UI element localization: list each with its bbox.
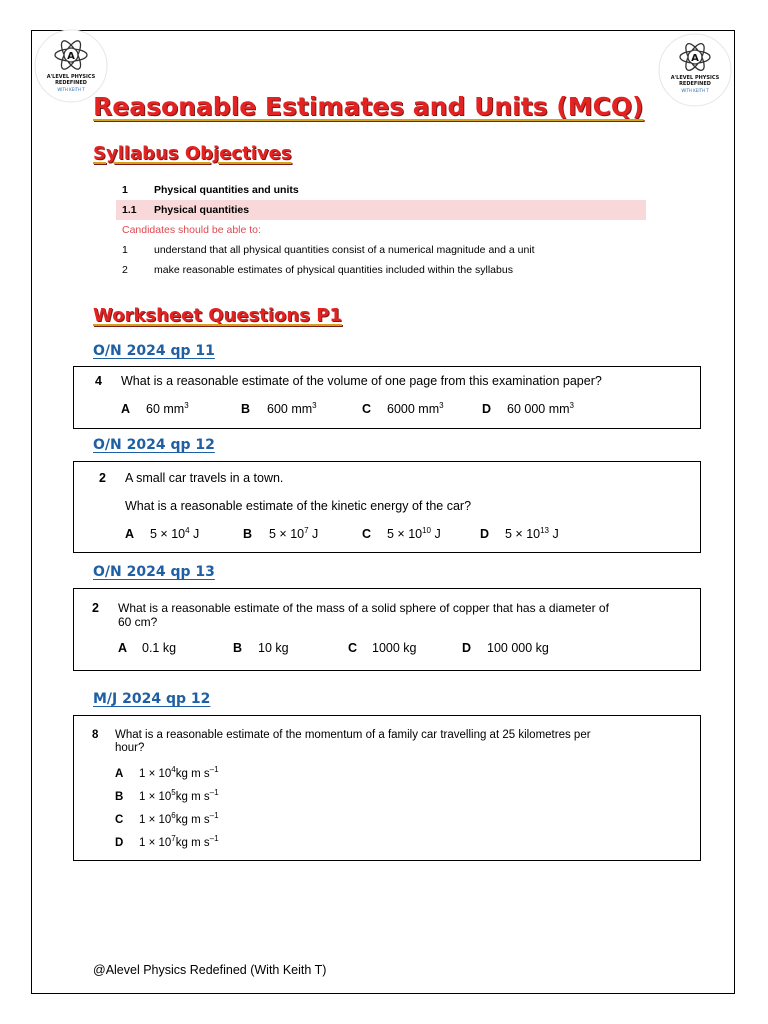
option-letter: C bbox=[362, 527, 372, 541]
syllabus-text: Physical quantities and units bbox=[154, 184, 299, 196]
syllabus-row bbox=[116, 240, 646, 260]
syllabus-text: Physical quantities bbox=[154, 204, 250, 216]
question-number: 8 bbox=[92, 729, 99, 741]
question-number: 2 bbox=[92, 601, 99, 615]
paper-label: M/J 2024 qp 12 bbox=[93, 691, 211, 707]
syllabus-num: 1 bbox=[122, 244, 128, 256]
svg-text:A: A bbox=[691, 53, 699, 64]
logo-line3: WITH KEITH T bbox=[681, 88, 709, 93]
option-letter: B bbox=[233, 641, 243, 655]
option-letter: D bbox=[115, 837, 124, 849]
option-value: $1 \times 10^6kg$ m $s^{-1}$ bbox=[139, 811, 219, 826]
brand-logo-right bbox=[658, 33, 732, 107]
question-number: 4 bbox=[95, 374, 102, 388]
footer-credit: @Alevel Physics Redefined (With Keith T) bbox=[93, 963, 327, 977]
syllabus-table bbox=[116, 180, 646, 280]
logo-line1: A'LEVEL PHYSICS bbox=[670, 75, 720, 81]
page-title: Reasonable Estimates and Units (MCQ) bbox=[93, 92, 644, 121]
option-value: $1 \times 10^7kg$ m $s^{-1}$ bbox=[139, 834, 219, 849]
option-value: $1 \times 10^4kg$ m $s^{-1}$ bbox=[139, 765, 219, 780]
option-letter: B bbox=[241, 402, 251, 416]
option-letter: C bbox=[348, 641, 358, 655]
syllabus-text: make reasonable estimates of physical quantities included within the syllabus bbox=[154, 264, 513, 276]
option-value: 6000 $mm^3$ bbox=[387, 401, 444, 416]
option-value: $5 \times 10^{13}$ J bbox=[505, 526, 559, 541]
syllabus-num: 1.1 bbox=[122, 204, 137, 216]
option-value: 60 $mm^3$ bbox=[146, 401, 189, 416]
syllabus-row-highlighted bbox=[116, 200, 646, 220]
question-box bbox=[73, 588, 701, 671]
syllabus-text: understand that all physical quantities consist of a numerical magnitude and a unit bbox=[154, 244, 535, 256]
option-value: $5 \times 10^{10}$ J bbox=[387, 526, 441, 541]
option-letter: B bbox=[115, 791, 124, 803]
logo-line2: REDEFINED bbox=[55, 80, 87, 86]
option-value: $5 \times 10^7$ J bbox=[269, 526, 319, 541]
option-letter: C bbox=[362, 402, 372, 416]
option-letter: C bbox=[115, 814, 124, 826]
option-letter: A bbox=[121, 402, 131, 416]
atom-logo-icon bbox=[658, 33, 732, 107]
option-value: 100 000 kg bbox=[487, 641, 549, 655]
syllabus-row bbox=[116, 260, 646, 280]
syllabus-note-text: Candidates should be able to: bbox=[122, 224, 261, 236]
question-number: 2 bbox=[99, 471, 106, 485]
option-value: 1000 kg bbox=[372, 641, 417, 655]
question-box bbox=[73, 715, 701, 861]
question-box bbox=[73, 366, 701, 429]
question-text: 60 cm? bbox=[118, 615, 158, 629]
option-value: $1 \times 10^5kg$ m $s^{-1}$ bbox=[139, 788, 219, 803]
logo-line2: REDEFINED bbox=[679, 81, 711, 87]
option-value: 10 kg bbox=[258, 641, 289, 655]
option-value: 600 $mm^3$ bbox=[267, 401, 317, 416]
syllabus-row bbox=[116, 180, 646, 200]
worksheet-heading: Worksheet Questions P1 bbox=[93, 305, 342, 326]
option-letter: A bbox=[125, 527, 135, 541]
option-letter: A bbox=[115, 768, 124, 780]
question-text: What is a reasonable estimate of the kinetic energy of the car? bbox=[125, 499, 472, 513]
syllabus-num: 2 bbox=[122, 264, 128, 276]
option-letter: A bbox=[118, 641, 128, 655]
paper-label: O/N 2024 qp 11 bbox=[93, 343, 215, 359]
svg-text:A: A bbox=[67, 51, 75, 62]
option-letter: D bbox=[480, 527, 490, 541]
option-value: 0.1 kg bbox=[142, 641, 177, 655]
option-letter: B bbox=[243, 527, 253, 541]
syllabus-note bbox=[116, 220, 646, 240]
question-text: What is a reasonable estimate of the momentum of a family car travelling at 25 kilometres per bbox=[115, 729, 591, 741]
option-letter: D bbox=[482, 402, 492, 416]
syllabus-num: 1 bbox=[122, 184, 128, 196]
logo-line1: A'LEVEL PHYSICS bbox=[46, 74, 96, 80]
option-value: 60 000 $mm^3$ bbox=[507, 401, 574, 416]
question-text: A small car travels in a town. bbox=[125, 471, 284, 485]
question-text: What is a reasonable estimate of the mass of a solid sphere of copper that has a diameter of bbox=[118, 601, 609, 615]
question-box bbox=[73, 461, 701, 553]
logo-line3: WITH KEITH T bbox=[57, 87, 85, 92]
option-letter: D bbox=[462, 641, 472, 655]
paper-label: O/N 2024 qp 13 bbox=[93, 564, 215, 580]
paper-label: O/N 2024 qp 12 bbox=[93, 437, 215, 453]
syllabus-heading: Syllabus Objectives bbox=[93, 143, 292, 164]
option-value: $5 \times 10^4$ J bbox=[150, 526, 200, 541]
question-text: hour? bbox=[115, 742, 145, 754]
question-text: What is a reasonable estimate of the volume of one page from this examination paper? bbox=[121, 374, 602, 388]
